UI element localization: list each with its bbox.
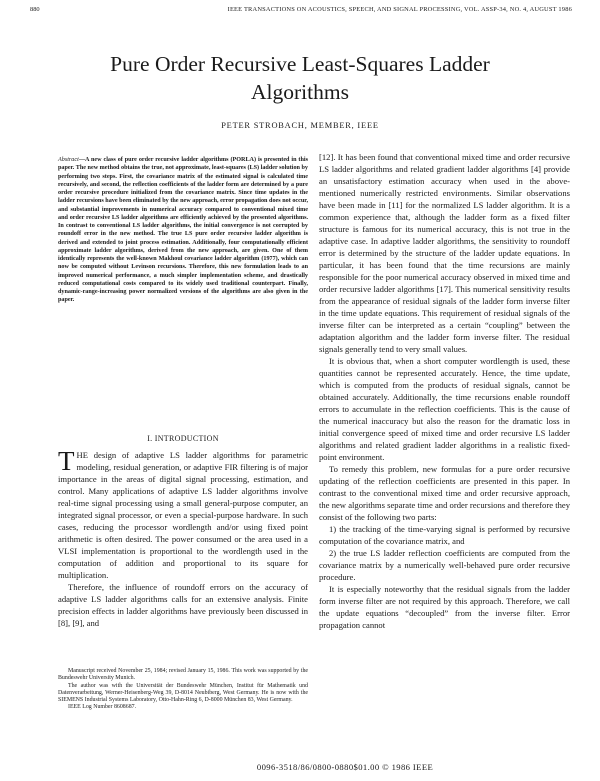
footnotes	[58, 668, 308, 712]
left-column-body	[58, 446, 308, 629]
copyright-line: 0096-3518/86/0800-0880$01.00 © 1986 IEEE	[256, 762, 434, 772]
footnote: Manuscript received November 25, 1984; revised January 15, 1986. This work was supported by the Bundeswehr University Munich.	[58, 668, 308, 682]
paragraph: It is especially noteworthy that the residual signals from the ladder form inverse filter are not required by this approach. Therefore, we call the update equations “decoupled” from the inverse filter. Error propagation cannot	[319, 584, 570, 630]
abstract-text: —A new class of pure order recursive ladder algorithms (PORLA) is presented in this paper. The new method obtains the true, not approximate, least-squares (LS) ladder solution by performing two steps. First, the covariance matrix of the estimated signal is calculated time recursively, and second, the reflection coefficients of the ladder form are determined by a pure order recursive procedure initialized from the covariance matrix. Since time updates in the ladder recursions have been eliminated by the new approach, error propagation does not occur, and substantial improvements in numerical accuracy compared to conventional mixed time and order recursive LS ladder algorithms are efficiently achieved by the presented algorithms. In contrast to conventional LS ladder algorithms, the initial convergence is not corrupted by roundoff error in the new method. The true LS pure order recursive ladder algorithm is derived and extended to joint process estimation. Additionally, four computationally efficient approximate ladder algorithms, derived from the new approach, are given. One of them identically represents the well-known Makhoul covariance ladder algorithm (1977), which can now be computed without Levinson recursions. Therefore, this new formulation leads to an improved numerical performance, a much simpler implementation scheme, and drastically reduced computational costs compared to its widely used traditional counterpart. Finally, dynamic-range-increasing power normalized versions of the algorithms are also given in the paper.	[58, 157, 308, 304]
page-number: 880	[30, 6, 40, 13]
paragraph: [12]. It has been found that conventional mixed time and order recursive LS ladder algorithms and related gradient ladder algorithms [4] provide an unsatisfactory estimation accuracy when used in the above-mentioned numerically restricted environments. Similar observations have been made in [11] for the normalized LS ladder algorithm. It is a common experience that, although the ladder form as a fixed filter structure is famous for its numerical accuracy, this is not true in the adaptive case. In adaptive ladder algorithms, the sensitivity to roundoff error is determined by the structure of the ladder update equations. In particular, it has been found that the time recursions are mainly responsible for the poor numerical accuracy observed in mixed time and order recursive ladder algorithms [17]. This numerical sensitivity results from the appearance of residual signals of the ladder form inverse filter in the time update equations. This requirement of residual signals of the inverse filter can be interpreted as a certain “coupling” between the adaptation algorithm and the ladder form inverse filter. The residual signals generally tend to very small values.	[319, 152, 570, 354]
footnote: IEEE Log Number 8608687.	[68, 704, 137, 711]
abstract	[58, 156, 308, 305]
paragraph: To remedy this problem, new formulas for a pure order recursive updating of the reflection coefficients are presented in this paper. In contrast to the conventional mixed time and order recursive approach, the new algorithms separate time and order recursions and therefore they consist of the following two parts:	[319, 464, 570, 522]
paragraph: THE design of adaptive LS ladder algorithms for parametric modeling, residual generation, or adaptive FIR filtering is of major importance in the areas of digital signal processing, estimation, and control. Many applications of adaptive LS ladder algorithms involve real-time signal processing using a small general-purpose computer, an integrated signal processor, or even a special-purpose hardware. In such cases, reducing the processor wordlength and/or using fixed point arithmetic is often desired. The power consumed or the area used in a VLSI implementation is proportional to the wordlength used in the computation of addition and proportional to its square for multiplication.	[58, 446, 308, 580]
right-column-body	[319, 151, 570, 631]
journal-header: IEEE TRANSACTIONS ON ACOUSTICS, SPEECH, AND SIGNAL PROCESSING, VOL. ASSP-34, NO. 4, AUGUST 1986	[227, 6, 572, 13]
author-line: PETER STROBACH, MEMBER, IEEE	[221, 121, 379, 130]
paragraph: Therefore, the influence of roundoff errors on the accuracy of adaptive LS ladder algorithms calls for an extensive analysis. Finite precision effects in ladder algorithms have previously been discussed in [8], [9], and	[58, 582, 308, 628]
running-header	[30, 6, 572, 16]
paper-title: Pure Order Recursive Least-Squares Ladder Algorithms	[110, 52, 490, 104]
list-item: 2) the true LS ladder reflection coefficients are computed from the covariance matrix by a numerically well-behaved pure order recursive procedure.	[319, 548, 570, 582]
abstract-label: Abstract	[58, 157, 79, 163]
paragraph: It is obvious that, when a short computer wordlength is used, these quantities cannot be represented accurately. Hence, the time update, which is computed from the products of residual signals, cannot be obtained accurately. Additionally, the time recursions enable roundoff errors to accumulate in the reflection coefficients. This is the cause of the numerical inaccuracy but also the reason for the dramatic loss in initial convergence speed of mixed time and order recursive LS ladder algorithms and related gradient ladder algorithms in a realistic fixed-point environment.	[319, 356, 570, 462]
section-heading: I. INTRODUCTION	[147, 434, 219, 443]
list-item: 1) the tracking of the time-varying signal is performed by recursive computation of the covariance matrix, and	[319, 524, 570, 546]
footnote: The author was with the Universität der Bundeswehr München, Institut für Mathematik und Datenverarbeitung, Werner-Heisenberg-Weg 39, D-8014 Neubiberg, West Germany. He is now with the SIEMENS Industrial Systems Laboratory, Otto-Hahn-Ring 6, D-8000 München 83, West Germany.	[58, 682, 308, 704]
